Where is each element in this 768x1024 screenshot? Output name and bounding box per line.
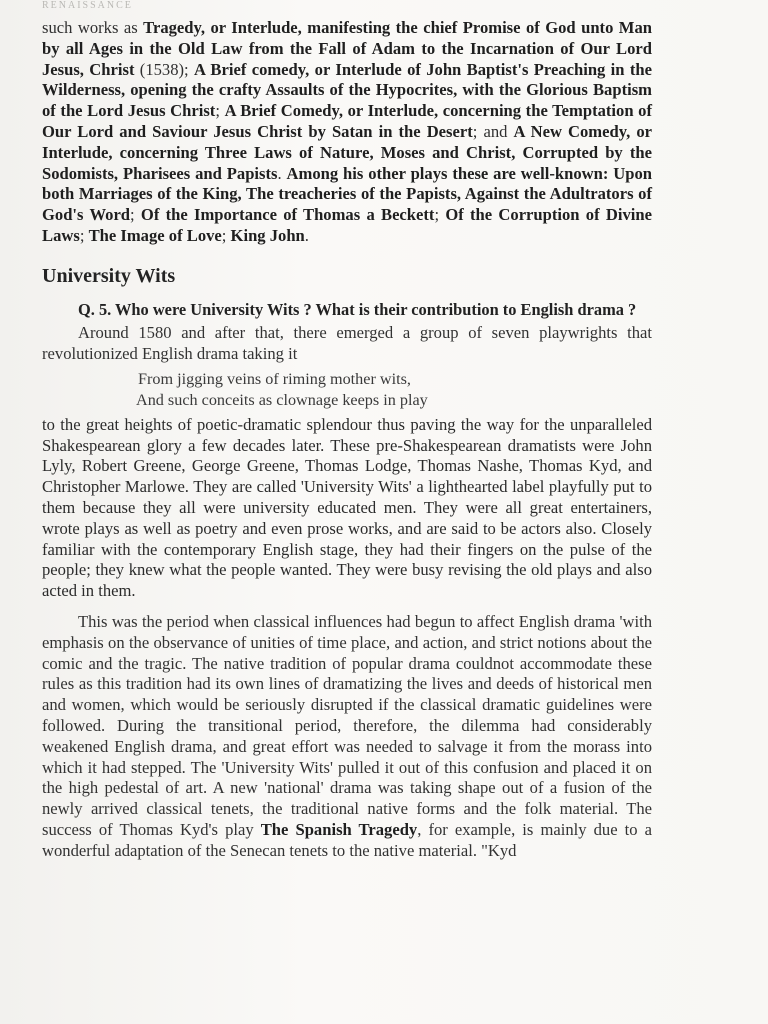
verse-line-2: And such conceits as clownage keeps in play [136,390,428,409]
intro-text: . [277,163,287,183]
paragraph-gap [42,602,652,612]
section-title: University Wits [42,264,176,287]
intro-text: ; [130,205,141,225]
intro-text: . [304,225,309,245]
paragraph-intro-wits: Around 1580 and after that, there emerged a group of seven playwrights that revolutionized English drama taking it [42,323,652,364]
intro-text: such works as [42,18,144,37]
play-title: Tragedy, or Interlude, manifesting the chief Promise of God unto Man by all Ages in the Old Law from the Fall of Adam to the Incarnation of Our Lord Jesus, Christ [42,18,652,79]
running-head: RENAISSANCE [42,0,133,11]
play-title: A Brief Comedy, or Interlude, concerning the Temptation of Our Lord and Saviour Jesus Christ by Satan in the Desert [42,101,652,141]
question-heading: Q. 5. Who were University Wits ? What is their contribution to English drama ? [78,299,637,319]
play-title: Among his other plays these are well-known: Upon both Marriages of the King, The treacheries of the Papists, Against the Adultrators of God's Word [42,163,652,225]
intro-text: (1538); [134,59,195,79]
paragraph-continuation: to the great heights of poetic-dramatic splendour thus paving the way for the unparalleled Shakespearean glory a few decades later. These pre-Shakespearean dramatists were John Lyly, Robert Greene, George Greene, Thomas Lodge, Thomas Nashe, Thomas Kyd, and Christopher Marlowe. They are called 'University Wits' a lighthearted label playfully put to them because they all were university educated men. They were all great entertainers, wrote plays as well as poetry and even prose works, and are said to be actors also. Closely familiar with the contemporary English stage, they had their fingers on the pulse of the people; they knew what the people wanted. They were busy revising the old plays and also acted in them. [42,414,652,601]
verse-line-1: From jigging veins of riming mother wits, [138,369,411,388]
intro-text: ; [215,101,225,121]
play-title-spanish-tragedy: The Spanish Tragedy [260,820,418,839]
intro-text: ; [221,225,231,245]
play-title: A Brief comedy, or Interlude of John Baptist's Preaching in the Wilderness, opening the crafty Assaults of the Hypocrites, with the Glorious Baptism of the Lord Jesus Christ [42,59,652,121]
play-title: King John [230,225,305,245]
play-title: Of the Importance of Thomas a Beckett [140,205,435,225]
paragraph-text: This was the period when classical influences had begun to affect English drama 'with emphasis on the observance of unities of time place, and action, and strict notions about the comic and the tragic. The native tradition of popular drama couldnot accommodate these rules as this tradition had its own lines of dramatizing the lives and deeds of historical men and women, which would be seriously disrupted if the classical dramatic guidelines were followed. During the transitional period, therefore, the dilemma had considerably weakened English drama, and great effort was needed to salvage it from the morass into which it had stepped. The 'University Wits' pulled it out of this confusion and placed it on the high pedestal of art. A new 'national' drama was taking shape out of a fusion of the newly arrived classical tenets, the traditional native forms and the folk material. The success of Thomas Kyd's play [42,612,652,839]
paragraph-classical-influences [42,612,652,862]
intro-text: ; [79,225,89,245]
play-title: A New Comedy, or Interlude, concerning Three Laws of Nature, Moses and Christ, Corrupted by the Sodomists, Pharisees and Papists [42,121,652,183]
intro-text: ; and [472,121,514,141]
intro-paragraph [42,18,652,247]
verse-quote [138,369,652,411]
intro-text: ; [434,205,446,225]
play-title: Of the Corruption of Divine Laws [42,205,652,245]
paragraph-text: , for example, is mainly due to a wonderful adaptation of the Senecan tenets to the native material. "Kyd [42,820,652,860]
play-title: The Image of Love [88,225,222,245]
